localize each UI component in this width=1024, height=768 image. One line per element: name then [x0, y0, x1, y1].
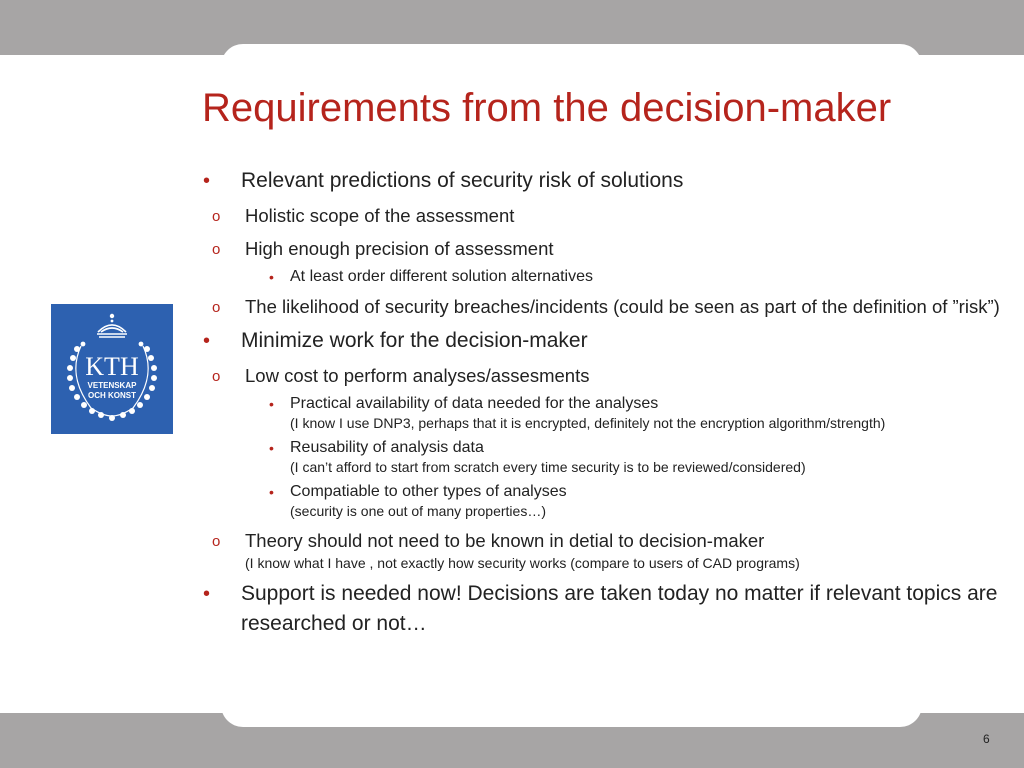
sub-sub-bullet-item	[200, 394, 1000, 433]
sub-sub-bullet-item	[200, 438, 1000, 477]
sub-bullet-item	[200, 293, 1000, 320]
sub-bullet-item	[200, 527, 1000, 573]
sub-sub-bullet-item	[200, 267, 1000, 287]
bullet-dot-icon: •	[203, 330, 211, 352]
bullet-text: Minimize work for the decision-maker	[241, 329, 588, 352]
sub-sub-bullet-text: Practical availability of data needed for the analyses	[290, 395, 659, 412]
sub-sub-bullet-item	[200, 482, 1000, 521]
sub-sub-list	[200, 267, 1000, 287]
slide-title: Requirements from the decision-maker	[202, 86, 892, 130]
sub-list	[200, 202, 1000, 320]
bullet-note: (I know what I have , not exactly how security works (compare to users of CAD programs)	[245, 555, 800, 571]
circle-bullet-icon: o	[212, 533, 221, 550]
sub-sub-bullet-text: Reusability of analysis data	[290, 439, 484, 456]
bullet-dot-icon: •	[203, 170, 211, 192]
sub-sub-bullet-text: Compatiable to other types of analyses	[290, 483, 567, 500]
sub-sub-bullet-text: At least order different solution alternatives	[290, 268, 593, 285]
sub-bullet-item	[200, 362, 1000, 521]
sub-bullet-text: Theory should not need to be known in detial to decision-maker	[245, 530, 765, 551]
bullet-text: Relevant predictions of security risk of solutions	[241, 169, 684, 192]
sub-list	[200, 362, 1000, 573]
kth-logo	[51, 304, 173, 434]
circle-bullet-icon: o	[212, 299, 221, 316]
bullet-dot-icon: •	[269, 440, 274, 456]
bullet-text: Support is needed now! Decisions are taken today no matter if relevant topics are researched or not…	[241, 582, 998, 635]
circle-bullet-icon: o	[212, 241, 221, 258]
sub-bullet-text: Low cost to perform analyses/assesments	[245, 365, 590, 386]
bullet-dot-icon: •	[269, 484, 274, 500]
circle-bullet-icon: o	[212, 368, 221, 385]
bullet-item	[200, 579, 1000, 639]
sub-bullet-text: The likelihood of security breaches/incidents (could be seen as part of the definition of ”risk”)	[245, 296, 1000, 317]
bullet-note: (security is one out of many properties…)	[290, 503, 546, 519]
sub-bullet-item	[200, 235, 1000, 287]
bullet-list	[200, 166, 1000, 639]
page-number: 6	[983, 732, 990, 746]
bullet-item	[200, 166, 1000, 320]
bullet-dot-icon: •	[203, 583, 211, 605]
kth-emblem-icon	[51, 304, 173, 434]
bullet-note: (I can’t afford to start from scratch every time security is to be reviewed/considered)	[290, 459, 806, 475]
logo-text-line3: OCH KONST	[88, 391, 136, 400]
logo-text-line2: VETENSKAP	[87, 381, 137, 390]
logo-text-main: KTH	[85, 352, 139, 381]
bullet-note: (I know I use DNP3, perhaps that it is encrypted, definitely not the encryption algorithm/strength)	[290, 415, 886, 431]
bullet-item	[200, 326, 1000, 573]
sub-bullet-item	[200, 202, 1000, 229]
circle-bullet-icon: o	[212, 208, 221, 225]
sub-bullet-text: High enough precision of assessment	[245, 238, 554, 259]
sub-bullet-text: Holistic scope of the assessment	[245, 205, 515, 226]
bullet-dot-icon: •	[269, 396, 274, 412]
bullet-dot-icon: •	[269, 269, 274, 285]
sub-sub-list	[200, 394, 1000, 521]
